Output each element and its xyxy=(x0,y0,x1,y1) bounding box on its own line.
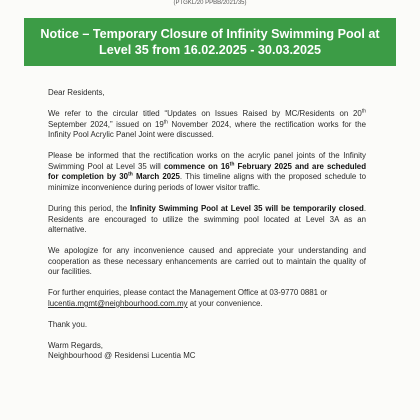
p1-sup-2: th xyxy=(163,118,168,125)
paragraph-closure xyxy=(48,204,366,236)
email-link[interactable]: lucentia.mgmt@neighbourhood.com.my xyxy=(48,298,188,308)
p3-text-a: During this period, the xyxy=(48,203,130,213)
letter-body xyxy=(48,88,366,362)
paragraph-apology: We apologize for any inconvenience caused and appreciate your understanding and cooperation as these necessary enhancements are carried out to maintain the quality of our facilities. xyxy=(48,246,366,277)
paragraph-enquiries xyxy=(48,288,366,309)
salutation: Dear Residents, xyxy=(48,88,105,97)
signature: Neighbourhood @ Residensi Lucentia MC xyxy=(48,351,196,361)
p1-text-c: November 2024, where the rectification works for the Infinity Pool Acrylic Panel Joint were discussed. xyxy=(48,119,366,140)
p3-text-c: . Residents are encouraged to utilize the swimming pool located at Level 3A as an alternative. xyxy=(48,203,367,235)
reference-number: (PTGKL/20 PPBB/2021/35) xyxy=(173,0,247,6)
paragraph-schedule xyxy=(48,151,366,193)
title-line-1: Notice – Temporary Closure of Infinity Swimming Pool at xyxy=(40,27,380,41)
p1-text-a: We refer to the circular titled “Updates on Issues Raised by MC/Residents on 20 xyxy=(48,108,362,118)
p5-text-a: For further enquiries, please contact the Management Office at 03-9770 0881 or xyxy=(48,288,328,298)
notice-title-banner xyxy=(24,18,396,66)
p2-bold-start: commence on 16th February 2025 and are scheduled for completion by 30th March 2025 xyxy=(48,161,367,182)
p3-bold-closure: Infinity Swimming Pool at Level 35 will be temporarily closed xyxy=(129,203,364,213)
p5-text-b: at your convenience. xyxy=(187,298,263,308)
closing: Warm Regards, xyxy=(48,340,103,350)
p1-sup-1: th xyxy=(361,108,366,115)
title-line-2: Level 35 from 16.02.2025 - 30.03.2025 xyxy=(99,43,321,57)
paragraph-reference-circular xyxy=(48,109,366,141)
thanks-line: Thank you. xyxy=(48,319,88,329)
p1-text-b: September 2024,” issued on 19 xyxy=(48,119,164,129)
sign-off xyxy=(48,341,366,362)
p2-text-e: . This timeline aligns with the proposed schedule to minimize inconvenience during periods of lower visitor traffic. xyxy=(48,172,366,192)
p2-text-a: Please be informed that the rectification works on the acrylic panel joints of the Infinity Swimming Pool at Level 35 will xyxy=(48,151,366,171)
